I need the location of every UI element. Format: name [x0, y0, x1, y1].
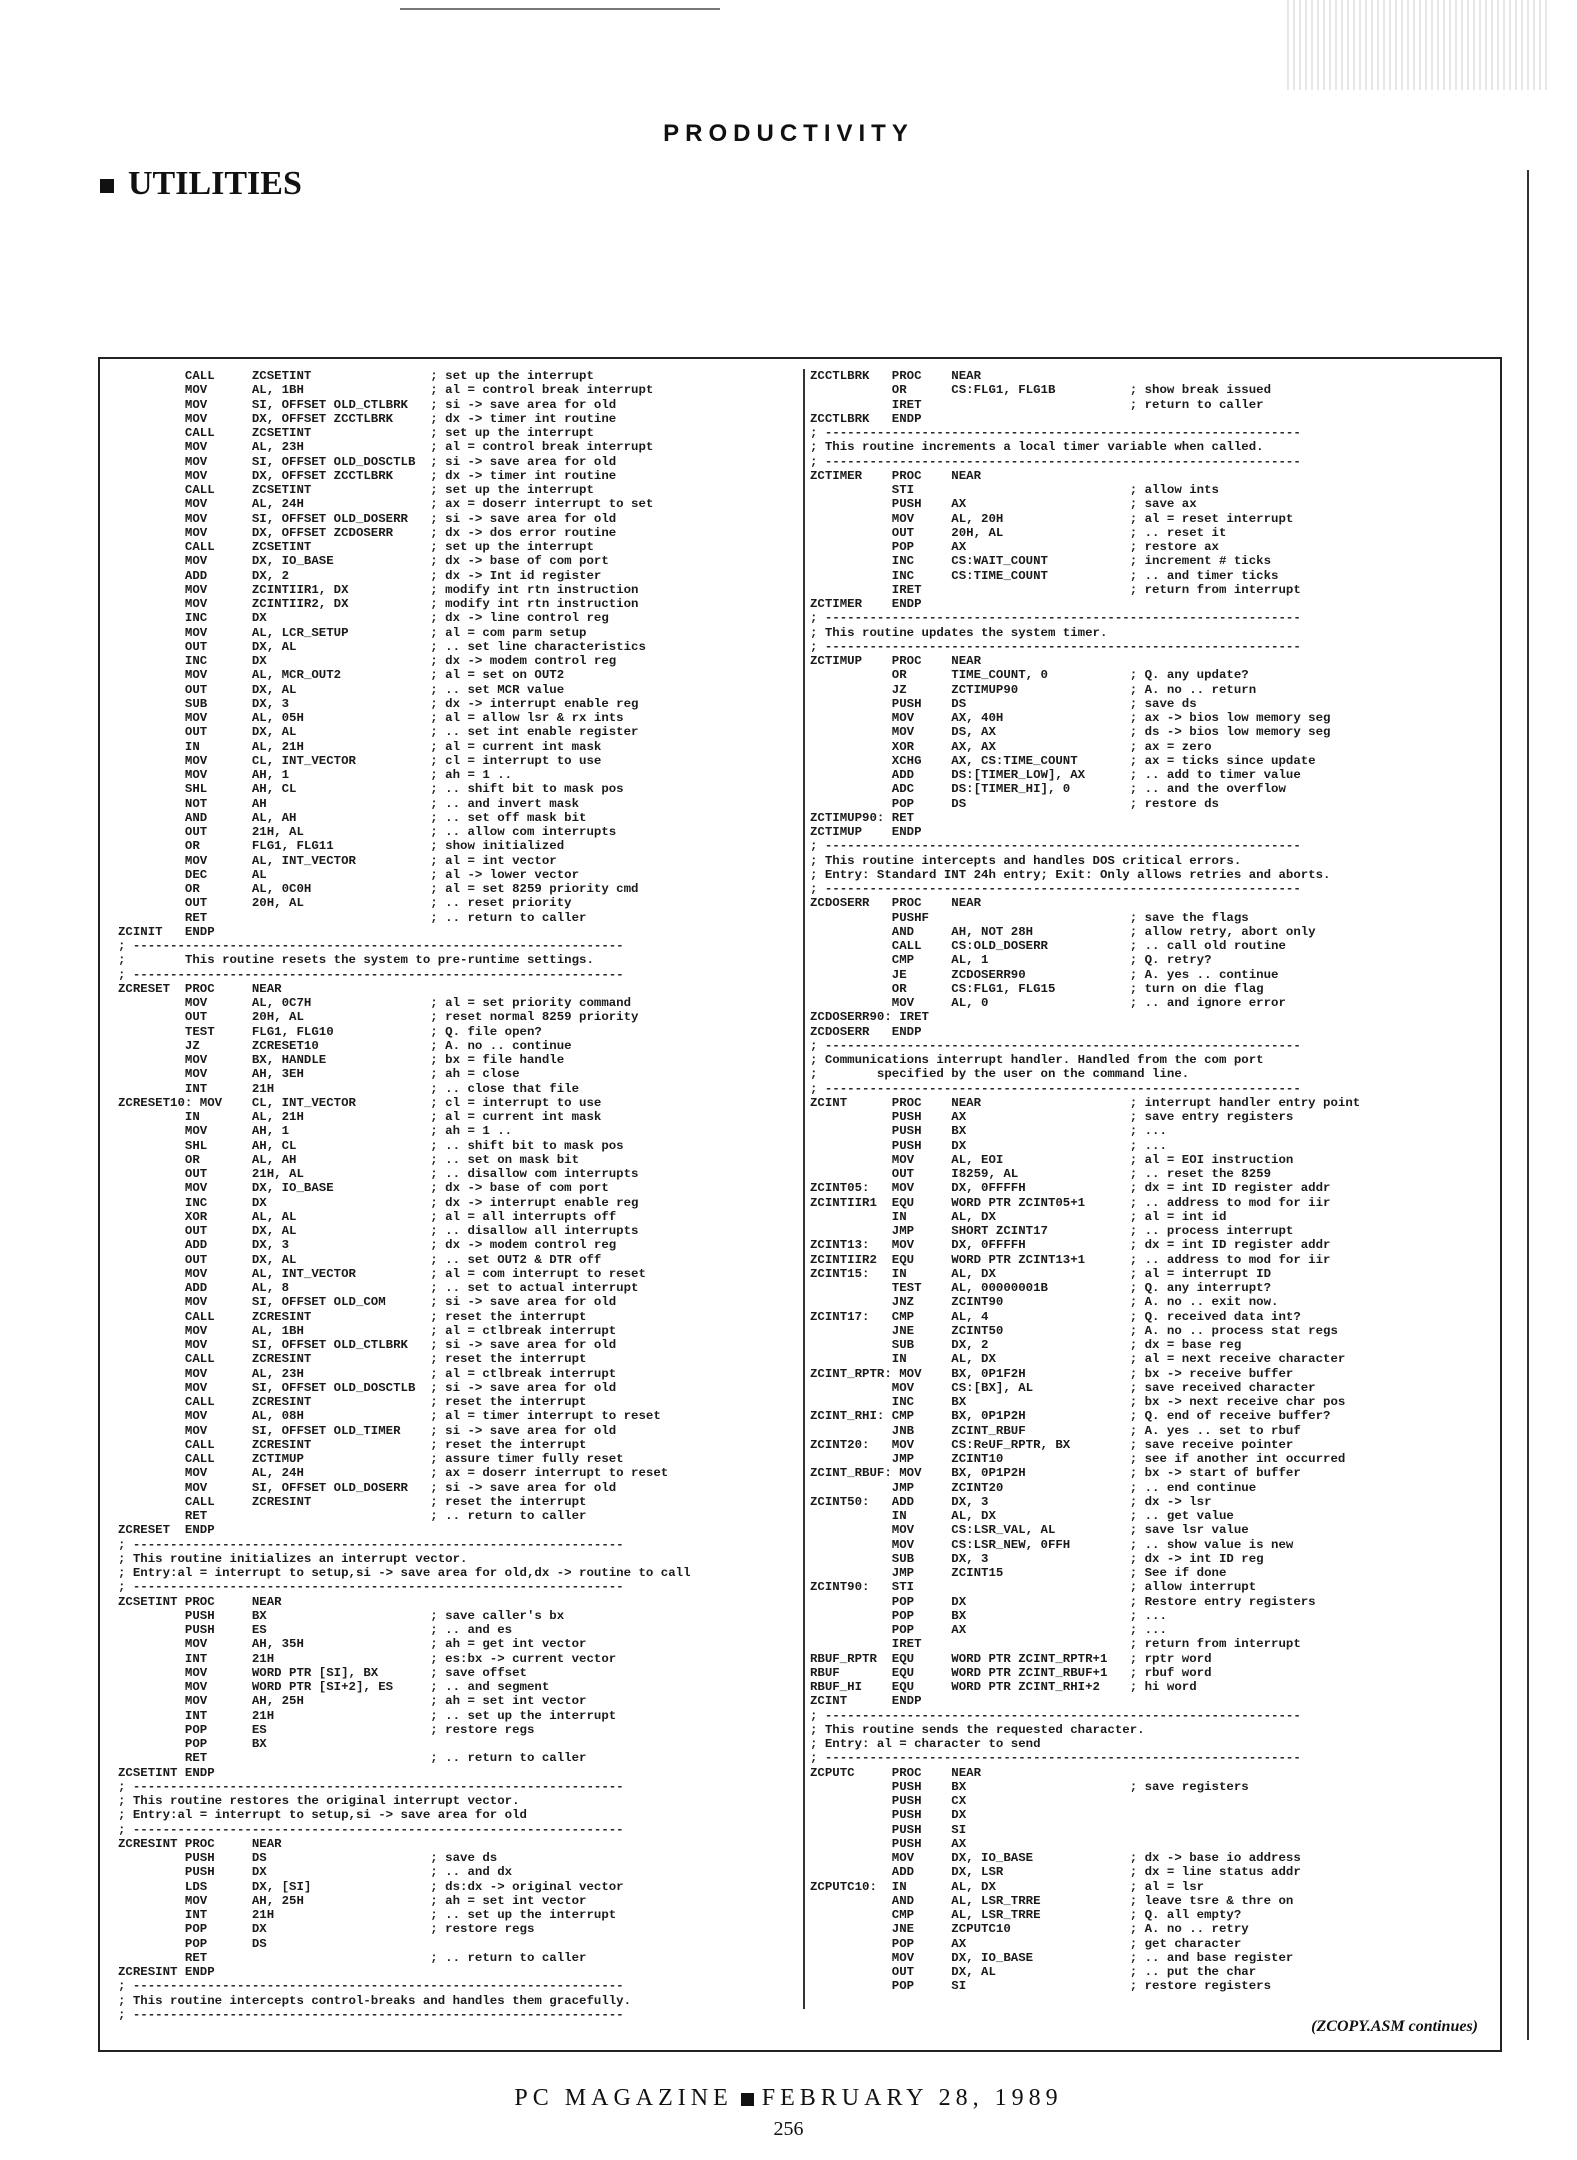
code-line: OR CS:FLG1, FLG15 ; turn on die flag — [810, 981, 1264, 996]
code-line: CALL ZCSETINT ; set up the interrupt — [118, 426, 594, 440]
code-line: RET ; .. return to caller — [118, 1751, 587, 1766]
code-line: ZCINTIIR1 EQU WORD PTR ZCINT05+1 ; .. address to mod for iir — [810, 1195, 1331, 1210]
code-line: MOV DX, IO_BASE ; .. and base register — [810, 1950, 1294, 1965]
code-line: XCHG AX, CS:TIME_COUNT ; ax = ticks since update — [810, 753, 1316, 768]
code-line: PUSH AX ; save entry registers — [810, 1110, 1294, 1124]
code-line: OUT 21H, AL ; .. disallow com interrupts — [118, 1167, 639, 1181]
code-line: POP SI ; restore registers — [810, 1979, 1272, 1994]
code-line: OUT DX, AL ; .. set line characteristics — [118, 639, 646, 654]
top-rule — [400, 8, 720, 10]
code-line: ZCRESET ENDP — [118, 1523, 215, 1538]
code-line: ZCINT_RBUF: MOV BX, 0P1P2H ; bx -> start of buffer — [810, 1466, 1301, 1481]
code-line: ; This routine increments a local timer variable when called. — [810, 440, 1264, 455]
code-line: CALL ZCRESINT ; reset the interrupt — [118, 1437, 587, 1452]
code-line: JZ ZCTIMUP90 ; A. no .. return — [810, 682, 1257, 697]
code-line: ; This routine intercepts control-breaks and handles them gracefully. — [118, 1993, 632, 2008]
code-line: ZCINT17: CMP AL, 4 ; Q. received data int? — [810, 1309, 1301, 1324]
code-line: PUSH CX — [810, 1794, 967, 1808]
code-line: ; Entry:al = interrupt to setup,si -> save area for old,dx -> routine to call — [118, 1566, 691, 1580]
code-line: ; ------------------------------------------------------------------ — [118, 1822, 624, 1837]
code-line: NOT AH ; .. and invert mask — [118, 796, 580, 811]
code-line: MOV SI, OFFSET OLD_DOSCTLB ; si -> save area for old — [118, 1380, 617, 1395]
section-title: PRODUCTIVITY — [663, 120, 914, 147]
code-line: ADD DS:[TIMER_LOW], AX ; .. add to timer value — [810, 768, 1301, 782]
code-line: OUT 20H, AL ; reset normal 8259 priority — [118, 1010, 639, 1025]
code-line: MOV CL, INT_VECTOR ; cl = interrupt to use — [118, 753, 602, 768]
code-line: ZCTIMUP90: RET — [810, 810, 915, 825]
code-line: CALL ZCRESINT ; reset the interrupt — [118, 1395, 587, 1409]
code-line: MOV SI, OFFSET OLD_COM ; si -> save area for old — [118, 1295, 617, 1310]
code-line: JMP SHORT ZCINT17 ; .. process interrupt — [810, 1224, 1294, 1238]
code-line: MOV AL, 05H ; al = allow lsr & rx ints — [118, 711, 624, 725]
code-line: ZCTIMUP PROC NEAR — [810, 654, 982, 668]
code-line: ZCINT_RPTR: MOV BX, 0P1F2H ; bx -> receive buffer — [810, 1366, 1294, 1381]
code-line: ZCRESINT ENDP — [118, 1965, 215, 1979]
code-line: ; ---------------------------------------------------------------- — [810, 639, 1301, 654]
code-line: OUT DX, AL ; .. put the char — [810, 1965, 1257, 1979]
code-line: ; ---------------------------------------------------------------- — [810, 426, 1301, 440]
code-line: MOV AL, 08H ; al = timer interrupt to reset — [118, 1409, 661, 1424]
code-line: ZCTIMUP ENDP — [810, 825, 922, 839]
code-line: SUB DX, 3 ; dx -> int ID reg — [810, 1551, 1264, 1566]
code-line: ; ------------------------------------------------------------------ — [118, 1537, 624, 1552]
code-line: ZCDOSERR PROC NEAR — [810, 896, 982, 911]
code-line: ZCCTLBRK PROC NEAR — [810, 369, 982, 383]
code-line: MOV AH, 25H ; ah = set int vector — [118, 1893, 587, 1908]
code-line: ; Entry: al = character to send — [810, 1737, 1041, 1751]
code-line: MOV AH, 35H ; ah = get int vector — [118, 1637, 587, 1652]
code-line: XOR AL, AL ; al = all interrupts off — [118, 1209, 617, 1224]
code-line: PUSH BX ; save registers — [810, 1779, 1249, 1794]
code-line: TEST AL, 00000001B ; Q. any interrupt? — [810, 1281, 1272, 1295]
code-line: CMP AL, 1 ; Q. retry? — [810, 953, 1212, 968]
code-line: ; ---------------------------------------------------------------- — [810, 882, 1301, 896]
code-line: MOV DX, IO_BASE ; dx -> base io address — [810, 1851, 1301, 1865]
code-line: POP AX ; restore ax — [810, 540, 1219, 554]
code-line: INC CS:TIME_COUNT ; .. and timer ticks — [810, 568, 1279, 583]
code-line: ZCRESINT PROC NEAR — [118, 1836, 282, 1851]
page-heading — [100, 165, 302, 203]
code-line: MOV AH, 1 ; ah = 1 .. — [118, 1124, 513, 1139]
code-line: POP AX ; get character — [810, 1936, 1242, 1951]
code-line: MOV AL, 20H ; al = reset interrupt — [810, 511, 1294, 526]
code-line: ZCINT50: ADD DX, 3 ; dx -> lsr — [810, 1494, 1212, 1509]
code-line: ZCINT15: IN AL, DX ; al = interrupt ID — [810, 1266, 1272, 1281]
column-divider — [803, 369, 805, 2009]
code-line: ; ---------------------------------------------------------------- — [810, 1751, 1301, 1766]
code-line: ZCDOSERR90: IRET — [810, 1010, 929, 1025]
code-line: MOV SI, OFFSET OLD_CTLBRK ; si -> save area for old — [118, 397, 617, 412]
footer — [0, 2085, 1577, 2112]
listing-box — [98, 357, 1502, 2052]
code-line: ; ---------------------------------------------------------------- — [810, 1708, 1301, 1723]
right-rule — [1527, 170, 1529, 2040]
code-line: CALL CS:OLD_DOSERR ; .. call old routine — [810, 939, 1286, 953]
code-line: ADD DX, 2 ; dx -> Int id register — [118, 568, 602, 583]
code-line: POP AX ; ... — [810, 1623, 1167, 1637]
code-line: JNZ ZCINT90 ; A. no .. exit now. — [810, 1295, 1279, 1310]
code-line: ADD DX, 3 ; dx -> modem control reg — [118, 1238, 617, 1253]
code-line: RBUF_RPTR EQU WORD PTR ZCINT_RPTR+1 ; rptr word — [810, 1651, 1212, 1666]
code-line: MOV SI, OFFSET OLD_CTLBRK ; si -> save area for old — [118, 1338, 617, 1352]
code-line: ; This routine intercepts and handles DOS critical errors. — [810, 853, 1242, 868]
code-line: SHL AH, CL ; .. shift bit to mask pos — [118, 782, 624, 797]
code-line: MOV AL, INT_VECTOR ; al = int vector — [118, 853, 557, 868]
code-line: MOV AL, 1BH ; al = control break interrupt — [118, 383, 654, 398]
code-line: ZCCTLBRK ENDP — [810, 411, 922, 426]
code-line: MOV AL, 24H ; ax = doserr interrupt to reset — [118, 1466, 669, 1481]
listing-left-column — [118, 369, 818, 2022]
code-line: OUT DX, AL ; .. set MCR value — [118, 682, 565, 697]
code-line: AND AL, AH ; .. set off mask bit — [118, 810, 587, 825]
code-line: OR FLG1, FLG11 ; show initialized — [118, 839, 565, 854]
code-line: IN AL, 21H ; al = current int mask — [118, 1110, 602, 1124]
code-line: INC BX ; bx -> next receive char pos — [810, 1395, 1346, 1409]
code-line: IN AL, DX ; al = next receive character — [810, 1352, 1346, 1367]
code-line: INT 21H ; es:bx -> current vector — [118, 1651, 617, 1666]
code-line: MOV AL, MCR_OUT2 ; al = set on OUT2 — [118, 668, 565, 683]
code-line: POP ES ; restore regs — [118, 1722, 535, 1737]
code-line: PUSH DS ; save ds — [810, 696, 1197, 711]
code-line: ZCRESET PROC NEAR — [118, 981, 282, 996]
code-line: SUB DX, 3 ; dx -> interrupt enable reg — [118, 696, 639, 711]
code-line: ZCRESET10: MOV CL, INT_VECTOR ; cl = interrupt to use — [118, 1095, 602, 1110]
code-line: ZCTIMER ENDP — [810, 597, 922, 611]
code-line: ; ---------------------------------------------------------------- — [810, 454, 1301, 469]
code-line: MOV ZCINTIIR2, DX ; modify int rtn instruction — [118, 597, 639, 611]
code-line: INT 21H ; .. set up the interrupt — [118, 1708, 617, 1723]
code-line: IN AL, DX ; al = int id — [810, 1209, 1227, 1224]
code-line: CALL ZCSETINT ; set up the interrupt — [118, 540, 594, 554]
code-line: OUT 20H, AL ; .. reset it — [810, 525, 1227, 540]
code-line: ; ------------------------------------------------------------------ — [118, 967, 624, 982]
code-line: PUSHF ; save the flags — [810, 910, 1249, 925]
code-line: MOV CS:LSR_NEW, 0FFH ; .. show value is new — [810, 1537, 1294, 1552]
code-line: CMP AL, LSR_TRRE ; Q. all empty? — [810, 1908, 1242, 1922]
code-line: CALL ZCRESINT ; reset the interrupt — [118, 1309, 587, 1324]
code-line: MOV AL, LCR_SETUP ; al = com parm setup — [118, 625, 587, 640]
code-line: MOV AL, 23H ; al = ctlbreak interrupt — [118, 1366, 617, 1381]
code-line: LDS DX, [SI] ; ds:dx -> original vector — [118, 1879, 624, 1894]
code-line: OUT DX, AL ; .. set OUT2 & DTR off — [118, 1252, 602, 1267]
code-line: ; This routine resets the system to pre-runtime settings. — [118, 953, 594, 968]
code-line: ZCINT_RHI: CMP BX, 0P1P2H ; Q. end of receive buffer? — [810, 1409, 1331, 1424]
code-line: AND AL, LSR_TRRE ; leave tsre & thre on — [810, 1893, 1294, 1908]
code-line: OUT DX, AL ; .. set int enable register — [118, 725, 639, 740]
code-line: INT 21H ; .. close that file — [118, 1081, 580, 1096]
continues-note: (ZCOPY.ASM continues) — [1311, 2018, 1478, 2035]
code-line: DEC AL ; al -> lower vector — [118, 867, 580, 882]
code-line: ; ------------------------------------------------------------------ — [118, 1979, 624, 1994]
code-line: MOV DX, IO_BASE ; dx -> base of com port — [118, 1181, 609, 1196]
code-line: MOV DX, OFFSET ZCDOSERR ; dx -> dos error routine — [118, 525, 617, 540]
code-line: ZCINT PROC NEAR ; interrupt handler entry point — [810, 1095, 1361, 1110]
code-line: ZCINT13: MOV DX, 0FFFFH ; dx = int ID register addr — [810, 1238, 1331, 1253]
code-line: MOV AL, 23H ; al = control break interrupt — [118, 440, 654, 455]
code-line: INC DX ; dx -> modem control reg — [118, 654, 617, 668]
code-line: CALL ZCTIMUP ; assure timer fully reset — [118, 1452, 624, 1466]
code-line: ; ---------------------------------------------------------------- — [810, 1038, 1301, 1053]
code-line: INC CS:WAIT_COUNT ; increment # ticks — [810, 554, 1272, 569]
code-line: JMP ZCINT15 ; See if done — [810, 1566, 1227, 1580]
footer-date: FEBRUARY 28, 1989 — [761, 2085, 1063, 2111]
code-line: ADC DS:[TIMER_HI], 0 ; .. and the overflow — [810, 782, 1286, 797]
code-line: PUSH DX — [810, 1808, 967, 1823]
code-line: ZCINT05: MOV DX, 0FFFFH ; dx = int ID register addr — [810, 1181, 1331, 1196]
code-line: IRET ; return from interrupt — [810, 1637, 1301, 1652]
code-line: JNB ZCINT_RBUF ; A. yes .. set to rbuf — [810, 1423, 1301, 1438]
code-line: IRET ; return to caller — [810, 397, 1264, 412]
code-line: RBUF EQU WORD PTR ZCINT_RBUF+1 ; rbuf word — [810, 1665, 1212, 1680]
code-line: MOV WORD PTR [SI], BX ; save offset — [118, 1665, 527, 1680]
code-line: STI ; allow ints — [810, 483, 1219, 497]
code-line: MOV WORD PTR [SI+2], ES ; .. and segment — [118, 1680, 550, 1694]
code-line: ; ---------------------------------------------------------------- — [810, 611, 1301, 626]
code-line: JMP ZCINT20 ; .. end continue — [810, 1480, 1257, 1495]
code-line: ZCINIT ENDP — [118, 924, 215, 939]
code-line: ; Entry: Standard INT 24h entry; Exit: Only allows retries and aborts. — [810, 867, 1331, 882]
code-line: OUT DX, AL ; .. disallow all interrupts — [118, 1224, 639, 1238]
code-line: ; ------------------------------------------------------------------ — [118, 939, 624, 953]
code-line: PUSH DX ; ... — [810, 1138, 1167, 1153]
code-line: ADD AL, 8 ; .. set to actual interrupt — [118, 1281, 639, 1295]
code-line: INC DX ; dx -> interrupt enable reg — [118, 1195, 639, 1210]
code-line: OR CS:FLG1, FLG1B ; show break issued — [810, 383, 1272, 398]
code-line: JMP ZCINT10 ; see if another int occurred — [810, 1452, 1346, 1466]
code-line: RET ; .. return to caller — [118, 1509, 587, 1523]
code-line: OUT I8259, AL ; .. reset the 8259 — [810, 1167, 1272, 1181]
code-line: TEST FLG1, FLG10 ; Q. file open? — [118, 1024, 542, 1039]
code-line: IN AL, 21H ; al = current int mask — [118, 739, 602, 754]
code-line: MOV BX, HANDLE ; bx = file handle — [118, 1053, 565, 1067]
code-line: ZCPUTC PROC NEAR — [810, 1765, 982, 1780]
code-line: JE ZCDOSERR90 ; A. yes .. continue — [810, 967, 1279, 982]
code-line: ZCINTIIR2 EQU WORD PTR ZCINT13+1 ; .. address to mod for iir — [810, 1252, 1331, 1267]
code-line: RET ; .. return to caller — [118, 910, 587, 925]
code-line: IN AL, DX ; .. get value — [810, 1509, 1234, 1523]
code-line: ; Communications interrupt handler. Handled from the com port — [810, 1053, 1264, 1067]
code-line: ; specified by the user on the command line. — [810, 1067, 1190, 1082]
code-line: MOV AL, 1BH ; al = ctlbreak interrupt — [118, 1323, 617, 1338]
code-line: OR AL, AH ; .. set on mask bit — [118, 1152, 580, 1167]
code-line: MOV AH, 1 ; ah = 1 .. — [118, 768, 513, 782]
code-line: PUSH ES ; .. and es — [118, 1623, 513, 1637]
code-line: CALL ZCRESINT ; reset the interrupt — [118, 1494, 587, 1509]
code-line: CALL ZCSETINT ; set up the interrupt — [118, 483, 594, 497]
code-line: JZ ZCRESET10 ; A. no .. continue — [118, 1038, 572, 1053]
code-line: OUT 21H, AL ; .. allow com interrupts — [118, 825, 617, 839]
code-line: ZCINT20: MOV CS:ReUF_RPTR, BX ; save receive pointer — [810, 1437, 1294, 1452]
code-line: JNE ZCINT50 ; A. no .. process stat regs — [810, 1323, 1338, 1338]
code-line: ; ---------------------------------------------------------------- — [810, 1081, 1301, 1096]
code-line: MOV DX, IO_BASE ; dx -> base of com port — [118, 554, 609, 569]
heading-text: UTILITIES — [128, 165, 302, 202]
code-line: AND AH, NOT 28H ; allow retry, abort only — [810, 924, 1316, 939]
code-line: POP DX ; Restore entry registers — [810, 1594, 1316, 1609]
code-line: ; This routine initializes an interrupt vector. — [118, 1551, 468, 1566]
code-line: PUSH AX ; save ax — [810, 497, 1197, 512]
code-line: PUSH AX — [810, 1836, 967, 1851]
code-line: ; This routine updates the system timer. — [810, 625, 1108, 640]
code-line: MOV SI, OFFSET OLD_DOSERR ; si -> save area for old — [118, 1480, 617, 1495]
code-line: IRET ; return from interrupt — [810, 582, 1301, 597]
code-line: MOV DX, OFFSET ZCCTLBRK ; dx -> timer int routine — [118, 411, 617, 426]
page-number: 256 — [773, 2118, 804, 2140]
code-line: MOV AL, 0 ; .. and ignore error — [810, 996, 1286, 1010]
code-line: MOV SI, OFFSET OLD_DOSERR ; si -> save area for old — [118, 511, 617, 526]
code-line: PUSH BX ; ... — [810, 1124, 1167, 1139]
code-line: ; ------------------------------------------------------------------ — [118, 1580, 624, 1595]
code-line: INT 21H ; .. set up the interrupt — [118, 1908, 617, 1922]
code-line: RBUF_HI EQU WORD PTR ZCINT_RHI+2 ; hi word — [810, 1680, 1197, 1694]
code-line: PUSH BX ; save caller's bx — [118, 1608, 565, 1623]
code-line: MOV AL, INT_VECTOR ; al = com interrupt to reset — [118, 1266, 646, 1281]
code-line: POP DS — [118, 1936, 267, 1951]
code-line: MOV SI, OFFSET OLD_DOSCTLB ; si -> save area for old — [118, 454, 617, 469]
code-line: OR TIME_COUNT, 0 ; Q. any update? — [810, 668, 1249, 683]
code-line: MOV AL, 24H ; ax = doserr interrupt to set — [118, 497, 654, 512]
code-line: JNE ZCPUTC10 ; A. no .. retry — [810, 1922, 1249, 1937]
code-line: MOV ZCINTIIR1, DX ; modify int rtn instruction — [118, 582, 639, 597]
footer-magazine: PC MAGAZINE — [514, 2085, 733, 2111]
code-line: ZCTIMER PROC NEAR — [810, 468, 982, 483]
code-line: PUSH DX ; .. and dx — [118, 1865, 513, 1880]
scan-artifact — [1287, 0, 1547, 90]
code-line: MOV AH, 3EH ; ah = close — [118, 1067, 520, 1082]
code-line: INC DX ; dx -> line control reg — [118, 611, 609, 626]
code-line: ; This routine restores the original interrupt vector. — [118, 1794, 520, 1808]
code-line: MOV AX, 40H ; ax -> bios low memory seg — [810, 711, 1331, 725]
code-line: ZCSETINT ENDP — [118, 1765, 215, 1780]
code-line: MOV AL, EOI ; al = EOI instruction — [810, 1152, 1294, 1167]
code-line: MOV AH, 25H ; ah = set int vector — [118, 1694, 587, 1709]
code-line: POP BX — [118, 1737, 267, 1751]
code-line: POP DX ; restore regs — [118, 1922, 535, 1937]
footer-square-icon — [741, 2093, 754, 2106]
code-line: ; Entry:al = interrupt to setup,si -> save area for old — [118, 1808, 527, 1823]
code-line: OUT 20H, AL ; .. reset priority — [118, 896, 572, 911]
code-line: PUSH SI — [810, 1822, 967, 1837]
code-line: MOV SI, OFFSET OLD_TIMER ; si -> save area for old — [118, 1423, 617, 1438]
code-line: POP BX ; ... — [810, 1608, 1167, 1623]
code-line: OR AL, 0C0H ; al = set 8259 priority cmd — [118, 882, 639, 896]
code-line: ADD DX, LSR ; dx = line status addr — [810, 1865, 1301, 1880]
code-line: ZCPUTC10: IN AL, DX ; al = lsr — [810, 1879, 1205, 1894]
code-line: MOV DS, AX ; ds -> bios low memory seg — [810, 725, 1331, 740]
code-line: SHL AH, CL ; .. shift bit to mask pos — [118, 1138, 624, 1153]
code-line: XOR AX, AX ; ax = zero — [810, 739, 1212, 754]
code-line: MOV CS:[BX], AL ; save received character — [810, 1380, 1316, 1395]
code-line: ; ------------------------------------------------------------------ — [118, 2007, 624, 2022]
code-line: ZCDOSERR ENDP — [810, 1024, 922, 1039]
code-line: ZCINT ENDP — [810, 1694, 922, 1709]
code-line: MOV AL, 0C7H ; al = set priority command — [118, 996, 632, 1010]
code-line: CALL ZCSETINT ; set up the interrupt — [118, 369, 594, 383]
code-line: POP DS ; restore ds — [810, 796, 1219, 811]
code-line: CALL ZCRESINT ; reset the interrupt — [118, 1352, 587, 1367]
bullet-square-icon — [100, 179, 114, 193]
code-line: SUB DX, 2 ; dx = base reg — [810, 1338, 1242, 1352]
code-line: MOV CS:LSR_VAL, AL ; save lsr value — [810, 1523, 1249, 1538]
code-line: ; ------------------------------------------------------------------ — [118, 1779, 624, 1794]
code-line: ZCINT90: STI ; allow interrupt — [810, 1580, 1257, 1595]
code-line: ; This routine sends the requested character. — [810, 1722, 1145, 1737]
code-line: ; ---------------------------------------------------------------- — [810, 839, 1301, 854]
code-line: RET ; .. return to caller — [118, 1950, 587, 1965]
code-line: MOV DX, OFFSET ZCCTLBRK ; dx -> timer int routine — [118, 468, 617, 483]
listing-right-column — [810, 369, 1495, 1994]
code-line: ZCSETINT PROC NEAR — [118, 1594, 282, 1609]
code-line: PUSH DS ; save ds — [118, 1851, 498, 1865]
